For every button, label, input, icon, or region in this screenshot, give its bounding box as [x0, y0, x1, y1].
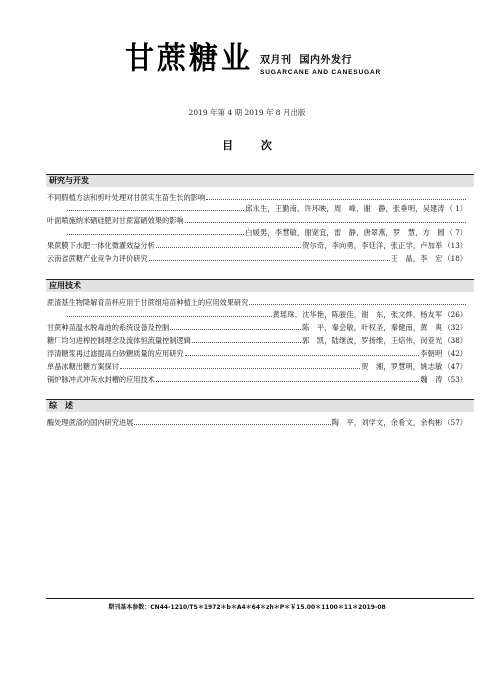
- toc-entry-authors: 邱永生，王勤南，许环映，周 峰，谢 静，张垂明，吴建涛 （ 1）: [66, 203, 467, 214]
- toc-entry-title[interactable]: 叶面喷施纳米硒硅肥对甘蔗富硒效果的影响: [47, 215, 467, 226]
- leader-dots: [149, 260, 390, 261]
- toc-entry-authors: 白媛男，李慧敏，谢宽宜，雷 静，唐翠燕，罗 慧，方 圆 （ 7）: [66, 227, 467, 238]
- leader-dots: [120, 368, 360, 369]
- footer-divider: [46, 598, 474, 599]
- journal-parameters: 期刊基本参数：CN44-1210/TS＊1972＊b＊A4＊64＊zh＊P＊￥15.00＊1100＊11＊2019-08: [108, 604, 386, 611]
- leader-dots: [192, 342, 301, 343]
- page-number: （57）: [443, 418, 467, 427]
- page-number: （47）: [443, 362, 467, 371]
- toc-entry[interactable]: 浮清糖浆再过滤提高白砂糖质量的应用研究 李朝明 （42）: [47, 349, 467, 358]
- journal-title: 甘蔗糖业: [125, 40, 254, 76]
- leader-dots: [170, 329, 301, 330]
- leader-dots: [206, 199, 466, 200]
- journal-english-title: SUGARCANE AND CANESUGAR: [260, 69, 382, 76]
- section-title: 研究与开发: [49, 176, 89, 185]
- page-number: （13）: [443, 241, 467, 250]
- page-number: （ 7）: [445, 228, 467, 237]
- frequency-label: 双月刊: [260, 55, 292, 66]
- page-number: （42）: [443, 349, 467, 358]
- leader-dots: [67, 234, 244, 235]
- toc-entry-title[interactable]: 不同假植方法和剪叶处理对甘蔗实生苗生长的影响: [47, 192, 467, 203]
- leader-dots: [156, 247, 301, 248]
- section-header-applied: [46, 279, 474, 292]
- leader-dots: [67, 316, 272, 317]
- leader-dots: [156, 381, 419, 382]
- page-number: （ 1）: [445, 204, 467, 213]
- issue-info: 2019 年第 4 期 2019 年 8 月出版: [188, 108, 306, 117]
- journal-frequency: [260, 51, 352, 66]
- section-title: 应用技术: [49, 281, 81, 290]
- leader-dots: [134, 424, 330, 425]
- leader-dots: [249, 304, 466, 305]
- page-number: （32）: [443, 323, 467, 332]
- toc-entry[interactable]: 锅炉脉冲式冲灰水封槽的应用技术 魏 涛 （53）: [47, 375, 467, 384]
- toc-entry[interactable]: 单晶冰糖出糖方案探讨 贺 湘，罗慧明，姚志敏 （47）: [47, 362, 467, 371]
- toc-entry[interactable]: 云南省蔗糖产业竞争力评价研究 王 晶，李 宏 （18）: [47, 254, 467, 263]
- section-header-review: [46, 399, 474, 412]
- toc-entry-authors: 黄瑶珠，沈华艳，陈骏佳，谢 东，张文烨，杨友军 （26）: [66, 309, 467, 320]
- leader-dots: [185, 222, 466, 223]
- toc-heading: 目 次: [222, 139, 284, 152]
- leader-dots: [185, 355, 420, 356]
- section-title: 综 述: [49, 401, 73, 410]
- distribution-label: 国内外发行: [299, 55, 352, 66]
- toc-entry[interactable]: 酶处理蔗渣的国内研究进展 陶 平，刘学文，余希文，余构彬 （57）: [47, 418, 467, 427]
- section-header-research: [46, 174, 474, 187]
- page-number: （53）: [443, 375, 467, 384]
- toc-entry[interactable]: 果蔗膜下水肥一体化微灌效益分析 贺尔奇，李向勇，李廷洋，张正学，卢加举 （13）: [47, 241, 467, 250]
- toc-entry-title[interactable]: 蔗渣基生物降解育苗杯应用于甘蔗组培苗种植上的应用效果研究: [47, 297, 467, 308]
- page-number: （26）: [443, 310, 467, 319]
- leader-dots: [67, 210, 244, 211]
- page-number: （38）: [443, 336, 467, 345]
- toc-entry[interactable]: 糖厂均匀进榨控制理念及流体恒流量控制逻辑 郭 凯，陆继波，罗扬维，王焙伟，闵亚光 （38）: [47, 336, 467, 345]
- toc-entry[interactable]: 甘蔗种苗温水脱毒池的系统设备及控制 陈 平，秦会敏，叶权圣，秦健南，黄 爽 （32）: [47, 323, 467, 332]
- page-number: （18）: [443, 254, 467, 263]
